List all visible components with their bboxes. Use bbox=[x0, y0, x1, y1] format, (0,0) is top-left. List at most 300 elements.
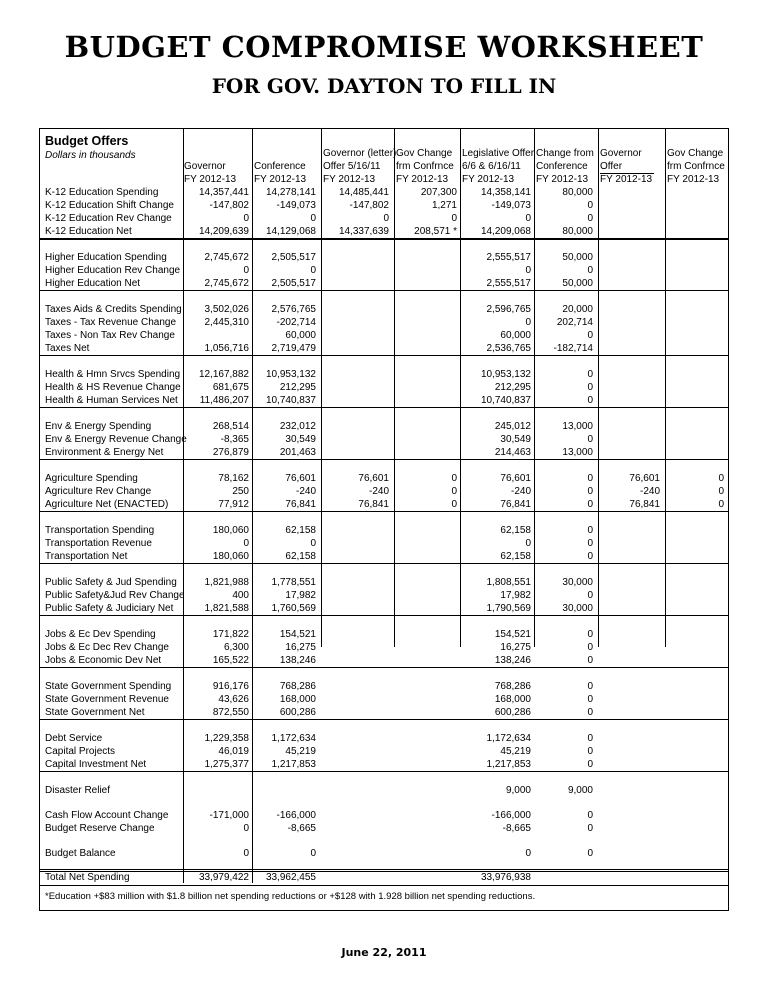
table-cell: 0 bbox=[587, 486, 593, 497]
table-cell: 33,979,422 bbox=[198, 872, 249, 883]
table-cell bbox=[319, 693, 389, 706]
table-cell: 45,219 bbox=[500, 746, 531, 757]
column-header: Conference bbox=[254, 161, 306, 172]
table-cell: 171,822 bbox=[212, 629, 249, 640]
table-cell bbox=[590, 745, 660, 758]
table-cell: 6,300 bbox=[223, 642, 249, 653]
table-cell bbox=[387, 576, 457, 589]
table-cell bbox=[590, 277, 660, 290]
table-cell bbox=[590, 871, 660, 884]
table-cell: 78,162 bbox=[218, 473, 249, 484]
table-cell bbox=[654, 602, 724, 615]
table-cell bbox=[387, 277, 457, 290]
table-cell bbox=[654, 394, 724, 407]
table-cell: 600,286 bbox=[494, 707, 531, 718]
table-cell bbox=[319, 758, 389, 771]
table-cell bbox=[319, 537, 389, 550]
table-cell: 0 bbox=[310, 265, 316, 276]
table-cell bbox=[590, 784, 660, 797]
table-cell bbox=[590, 654, 660, 667]
table-cell bbox=[319, 433, 389, 446]
table-cell: 168,000 bbox=[494, 694, 531, 705]
row-divider bbox=[40, 563, 728, 564]
column-header: Change from bbox=[536, 148, 594, 159]
table-cell bbox=[319, 420, 389, 433]
table-cell bbox=[590, 847, 660, 860]
budget-worksheet-table bbox=[39, 128, 729, 911]
table-cell bbox=[179, 784, 249, 797]
table-cell: 14,129,068 bbox=[265, 226, 316, 237]
table-cell: 212,295 bbox=[494, 382, 531, 393]
table-cell: 0 bbox=[587, 681, 593, 692]
table-cell bbox=[387, 628, 457, 641]
row-label: Environment & Energy Net bbox=[45, 447, 164, 458]
column-header: FY 2012-13 bbox=[462, 174, 515, 185]
table-cell bbox=[387, 784, 457, 797]
table-cell bbox=[590, 368, 660, 381]
table-cell: 1,217,853 bbox=[271, 759, 316, 770]
table-cell bbox=[654, 420, 724, 433]
table-cell: 17,982 bbox=[500, 590, 531, 601]
column-header: FY 2012-13 bbox=[323, 174, 376, 185]
table-cell bbox=[654, 693, 724, 706]
table-cell: 208,571 * bbox=[414, 226, 457, 237]
row-label: Agriculture Spending bbox=[45, 473, 138, 484]
table-cell: 76,601 bbox=[285, 473, 316, 484]
table-cell: -202,714 bbox=[276, 317, 316, 328]
table-cell bbox=[387, 316, 457, 329]
table-cell bbox=[590, 576, 660, 589]
table-cell bbox=[654, 706, 724, 719]
row-label: Taxes - Tax Revenue Change bbox=[45, 317, 177, 328]
table-cell bbox=[654, 212, 724, 225]
table-cell: 250 bbox=[232, 486, 249, 497]
table-cell: 138,246 bbox=[494, 655, 531, 666]
table-cell: 1,056,716 bbox=[204, 343, 249, 354]
table-cell bbox=[319, 641, 389, 654]
table-cell: 16,275 bbox=[500, 642, 531, 653]
table-cell: 1,217,853 bbox=[486, 759, 531, 770]
table-cell: 600,286 bbox=[279, 707, 316, 718]
table-cell: 2,555,517 bbox=[486, 278, 531, 289]
column-header: Governor (letter) bbox=[323, 148, 397, 159]
table-cell bbox=[387, 589, 457, 602]
table-cell: 0 bbox=[587, 746, 593, 757]
row-label: Transportation Revenue bbox=[45, 538, 152, 549]
table-cell: 232,012 bbox=[279, 421, 316, 432]
table-cell: 0 bbox=[587, 382, 593, 393]
table-cell: 0 bbox=[243, 848, 249, 859]
row-label: Agriculture Net (ENACTED) bbox=[45, 499, 169, 510]
table-cell bbox=[319, 847, 389, 860]
table-cell: 45,219 bbox=[285, 746, 316, 757]
column-header: frm Confrnce bbox=[396, 161, 454, 172]
table-cell bbox=[590, 199, 660, 212]
table-cell bbox=[654, 822, 724, 835]
table-cell: -166,000 bbox=[276, 810, 316, 821]
table-cell: 212,295 bbox=[279, 382, 316, 393]
table-cell bbox=[179, 329, 249, 342]
row-label: Taxes Net bbox=[45, 343, 90, 354]
row-divider bbox=[40, 615, 728, 616]
table-cell: 0 bbox=[525, 317, 531, 328]
table-cell: 0 bbox=[587, 369, 593, 380]
table-cell bbox=[654, 225, 724, 238]
table-cell: 46,019 bbox=[218, 746, 249, 757]
table-cell bbox=[654, 758, 724, 771]
table-cell: -8,365 bbox=[220, 434, 249, 445]
column-header: Gov Change bbox=[396, 148, 453, 159]
table-cell: -182,714 bbox=[553, 343, 593, 354]
table-cell: 76,841 bbox=[285, 499, 316, 510]
table-cell: 2,745,672 bbox=[204, 278, 249, 289]
table-cell: 14,209,639 bbox=[198, 226, 249, 237]
table-cell bbox=[654, 628, 724, 641]
table-cell bbox=[387, 758, 457, 771]
row-divider bbox=[40, 355, 728, 356]
table-cell: 62,158 bbox=[500, 525, 531, 536]
table-cell bbox=[590, 524, 660, 537]
table-cell bbox=[319, 381, 389, 394]
table-cell: 0 bbox=[587, 655, 593, 666]
table-cell: 154,521 bbox=[494, 629, 531, 640]
table-cell: 0 bbox=[243, 823, 249, 834]
row-label: Budget Balance bbox=[45, 848, 116, 859]
table-cell bbox=[387, 693, 457, 706]
table-cell bbox=[319, 329, 389, 342]
table-cell bbox=[590, 446, 660, 459]
table-cell: 268,514 bbox=[212, 421, 249, 432]
table-cell: 50,000 bbox=[562, 278, 593, 289]
row-label: State Government Net bbox=[45, 707, 145, 718]
footnote: *Education +$83 million with $1.8 billion net spending reductions or +$128 with 1.928 billion net spending reductions. bbox=[45, 891, 536, 902]
table-cell: 0 bbox=[587, 551, 593, 562]
table-cell: 0 bbox=[310, 848, 316, 859]
table-cell: 76,601 bbox=[358, 473, 389, 484]
page-title: BUDGET COMPROMISE WORKSHEET bbox=[64, 30, 704, 64]
table-cell: 1,172,634 bbox=[271, 733, 316, 744]
table-cell: 80,000 bbox=[562, 187, 593, 198]
row-label: Debt Service bbox=[45, 733, 103, 744]
table-cell bbox=[387, 264, 457, 277]
table-cell bbox=[654, 186, 724, 199]
row-divider bbox=[40, 511, 728, 512]
table-cell bbox=[590, 706, 660, 719]
table-cell bbox=[319, 277, 389, 290]
table-cell bbox=[523, 871, 593, 884]
table-cell: 2,536,765 bbox=[486, 343, 531, 354]
table-cell bbox=[319, 446, 389, 459]
row-label: Jobs & Economic Dev Net bbox=[45, 655, 162, 666]
table-cell bbox=[654, 277, 724, 290]
table-cell: 0 bbox=[451, 499, 457, 510]
table-cell: 0 bbox=[587, 707, 593, 718]
table-cell: 0 bbox=[587, 499, 593, 510]
table-cell: 13,000 bbox=[562, 421, 593, 432]
row-label: State Government Revenue bbox=[45, 694, 169, 705]
table-cell: 0 bbox=[587, 759, 593, 770]
table-cell: 14,209,068 bbox=[480, 226, 531, 237]
table-cell bbox=[590, 758, 660, 771]
table-cell bbox=[387, 381, 457, 394]
table-cell: 2,576,765 bbox=[271, 304, 316, 315]
table-cell: 33,962,455 bbox=[265, 872, 316, 883]
table-cell: 0 bbox=[383, 213, 389, 224]
sheet-title: Budget Offers bbox=[45, 134, 129, 148]
total-divider bbox=[40, 869, 728, 872]
table-cell bbox=[387, 641, 457, 654]
column-header: Offer bbox=[600, 161, 623, 172]
table-cell bbox=[387, 329, 457, 342]
table-cell bbox=[387, 433, 457, 446]
table-cell: 138,246 bbox=[279, 655, 316, 666]
table-cell: 14,357,441 bbox=[198, 187, 249, 198]
table-cell: 14,278,141 bbox=[265, 187, 316, 198]
table-cell: 0 bbox=[587, 473, 593, 484]
table-cell bbox=[590, 186, 660, 199]
row-label: K-12 Education Spending bbox=[45, 187, 159, 198]
table-cell: -8,665 bbox=[502, 823, 531, 834]
table-cell bbox=[387, 871, 457, 884]
table-cell: 1,821,588 bbox=[204, 603, 249, 614]
row-label: Higher Education Rev Change bbox=[45, 265, 181, 276]
table-cell: 0 bbox=[525, 848, 531, 859]
table-cell bbox=[319, 316, 389, 329]
table-cell bbox=[654, 251, 724, 264]
table-cell bbox=[654, 446, 724, 459]
table-cell: 60,000 bbox=[285, 330, 316, 341]
table-cell bbox=[387, 420, 457, 433]
table-cell: 10,953,132 bbox=[480, 369, 531, 380]
table-cell bbox=[590, 693, 660, 706]
table-cell bbox=[387, 654, 457, 667]
table-cell: 9,000 bbox=[505, 785, 531, 796]
table-cell bbox=[590, 303, 660, 316]
table-cell: -149,073 bbox=[276, 200, 316, 211]
table-cell: 17,982 bbox=[285, 590, 316, 601]
table-cell bbox=[319, 732, 389, 745]
table-cell: 12,167,882 bbox=[198, 369, 249, 380]
table-cell bbox=[319, 628, 389, 641]
table-cell bbox=[319, 303, 389, 316]
column-header: FY 2012-13 bbox=[600, 174, 653, 185]
table-cell: 0 bbox=[587, 538, 593, 549]
row-divider bbox=[40, 238, 728, 240]
table-cell bbox=[387, 706, 457, 719]
row-divider bbox=[40, 771, 728, 772]
table-cell: 16,275 bbox=[285, 642, 316, 653]
table-cell bbox=[387, 822, 457, 835]
sheet-subtitle: Dollars in thousands bbox=[45, 150, 136, 161]
table-cell bbox=[387, 732, 457, 745]
table-cell bbox=[319, 264, 389, 277]
table-cell: -240 bbox=[510, 486, 531, 497]
table-cell bbox=[590, 342, 660, 355]
table-cell: 62,158 bbox=[285, 525, 316, 536]
table-cell bbox=[319, 745, 389, 758]
table-cell bbox=[590, 537, 660, 550]
row-divider bbox=[40, 719, 728, 720]
table-cell: 0 bbox=[310, 213, 316, 224]
table-cell: 30,000 bbox=[562, 603, 593, 614]
table-cell: 0 bbox=[451, 486, 457, 497]
table-cell: 30,000 bbox=[562, 577, 593, 588]
table-cell: 20,000 bbox=[562, 304, 593, 315]
table-cell: 0 bbox=[587, 629, 593, 640]
row-label: K-12 Education Net bbox=[45, 226, 132, 237]
table-cell: 14,358,141 bbox=[480, 187, 531, 198]
table-cell: 3,502,026 bbox=[204, 304, 249, 315]
table-cell: 2,719,479 bbox=[271, 343, 316, 354]
table-cell: 0 bbox=[587, 213, 593, 224]
row-label: Public Safety & Judiciary Net bbox=[45, 603, 174, 614]
table-cell bbox=[654, 329, 724, 342]
table-cell: 180,060 bbox=[212, 551, 249, 562]
table-cell bbox=[590, 225, 660, 238]
table-cell: 80,000 bbox=[562, 226, 593, 237]
table-cell: 1,808,551 bbox=[486, 577, 531, 588]
row-label: Budget Reserve Change bbox=[45, 823, 155, 834]
header-underline bbox=[600, 173, 654, 174]
row-label: Health & Hmn Srvcs Spending bbox=[45, 369, 181, 380]
table-cell bbox=[319, 576, 389, 589]
table-cell bbox=[654, 654, 724, 667]
column-header: FY 2012-13 bbox=[184, 174, 237, 185]
table-cell bbox=[654, 745, 724, 758]
table-cell: 0 bbox=[243, 538, 249, 549]
table-cell: 916,176 bbox=[212, 681, 249, 692]
column-header: Governor bbox=[600, 148, 642, 159]
page-subtitle: FOR GOV. DAYTON TO FILL IN bbox=[211, 74, 557, 98]
row-label: Jobs & Ec Dev Spending bbox=[45, 629, 156, 640]
table-cell bbox=[319, 809, 389, 822]
table-cell bbox=[387, 524, 457, 537]
table-cell: 11,486,207 bbox=[199, 395, 249, 406]
table-cell bbox=[654, 589, 724, 602]
table-cell bbox=[319, 342, 389, 355]
row-label: Public Safety & Jud Spending bbox=[45, 577, 177, 588]
table-cell: 1,790,569 bbox=[486, 603, 531, 614]
row-label: Transportation Spending bbox=[45, 525, 155, 536]
table-cell: -166,000 bbox=[491, 810, 531, 821]
table-cell bbox=[319, 822, 389, 835]
table-cell: 0 bbox=[587, 733, 593, 744]
table-cell: 10,740,837 bbox=[265, 395, 316, 406]
table-cell bbox=[246, 784, 316, 797]
table-cell bbox=[590, 381, 660, 394]
table-cell: 0 bbox=[587, 642, 593, 653]
table-cell: 60,000 bbox=[500, 330, 531, 341]
table-cell: -147,802 bbox=[209, 200, 249, 211]
table-cell: 76,601 bbox=[500, 473, 531, 484]
row-label: Public Safety&Jud Rev Change bbox=[45, 590, 185, 601]
table-cell: -149,073 bbox=[491, 200, 531, 211]
table-cell bbox=[590, 680, 660, 693]
table-cell: 180,060 bbox=[212, 525, 249, 536]
table-cell bbox=[590, 420, 660, 433]
table-cell bbox=[319, 706, 389, 719]
table-cell: 0 bbox=[587, 694, 593, 705]
table-cell bbox=[590, 628, 660, 641]
table-cell bbox=[387, 342, 457, 355]
table-cell: 681,675 bbox=[212, 382, 249, 393]
table-cell bbox=[654, 732, 724, 745]
table-cell: 0 bbox=[243, 265, 249, 276]
table-cell: 1,271 bbox=[431, 200, 457, 211]
table-cell: 1,778,551 bbox=[271, 577, 316, 588]
row-label: Higher Education Spending bbox=[45, 252, 167, 263]
table-cell: -8,665 bbox=[287, 823, 316, 834]
table-cell: 10,740,837 bbox=[480, 395, 531, 406]
row-label: Agriculture Rev Change bbox=[45, 486, 152, 497]
table-cell: 76,601 bbox=[629, 473, 660, 484]
table-cell bbox=[387, 745, 457, 758]
table-cell: 0 bbox=[587, 810, 593, 821]
column-header: frm Confrnce bbox=[667, 161, 725, 172]
table-cell bbox=[319, 784, 389, 797]
table-cell: 0 bbox=[525, 265, 531, 276]
column-header: Offer 5/16/11 bbox=[323, 161, 381, 172]
row-label: Transportation Net bbox=[45, 551, 128, 562]
table-cell: -240 bbox=[368, 486, 389, 497]
table-cell: 1,275,377 bbox=[204, 759, 249, 770]
table-cell bbox=[654, 537, 724, 550]
table-cell: 62,158 bbox=[285, 551, 316, 562]
column-header: 6/6 & 6/16/11 bbox=[462, 161, 521, 172]
table-cell: 872,550 bbox=[212, 707, 249, 718]
table-cell bbox=[654, 641, 724, 654]
row-label: Cash Flow Account Change bbox=[45, 810, 169, 821]
table-cell: 1,821,988 bbox=[204, 577, 249, 588]
table-cell bbox=[387, 550, 457, 563]
table-cell: 0 bbox=[525, 538, 531, 549]
table-cell bbox=[319, 654, 389, 667]
table-cell: 62,158 bbox=[500, 551, 531, 562]
table-cell: 76,841 bbox=[358, 499, 389, 510]
table-cell: 14,485,441 bbox=[338, 187, 389, 198]
table-cell bbox=[590, 394, 660, 407]
table-cell bbox=[590, 822, 660, 835]
column-header: FY 2012-13 bbox=[536, 174, 589, 185]
table-cell bbox=[387, 303, 457, 316]
table-cell bbox=[590, 212, 660, 225]
row-label: Jobs & Ec Dec Rev Change bbox=[45, 642, 169, 653]
table-cell: 768,286 bbox=[494, 681, 531, 692]
row-label: Taxes - Non Tax Rev Change bbox=[45, 330, 175, 341]
total-divider bbox=[40, 885, 728, 886]
table-cell: 2,505,517 bbox=[271, 252, 316, 263]
table-cell bbox=[654, 847, 724, 860]
table-cell: 2,505,517 bbox=[271, 278, 316, 289]
table-cell bbox=[387, 537, 457, 550]
table-cell: 0 bbox=[587, 848, 593, 859]
table-cell bbox=[590, 732, 660, 745]
table-cell bbox=[319, 251, 389, 264]
table-cell: 0 bbox=[587, 823, 593, 834]
table-cell: 0 bbox=[587, 395, 593, 406]
table-cell bbox=[387, 446, 457, 459]
table-cell bbox=[590, 316, 660, 329]
table-cell: 276,879 bbox=[212, 447, 249, 458]
table-cell: 0 bbox=[243, 213, 249, 224]
table-cell: 9,000 bbox=[567, 785, 593, 796]
table-cell bbox=[590, 251, 660, 264]
table-cell bbox=[590, 550, 660, 563]
table-cell: 0 bbox=[587, 590, 593, 601]
row-divider bbox=[40, 290, 728, 291]
table-cell: 10,953,132 bbox=[265, 369, 316, 380]
table-cell bbox=[654, 316, 724, 329]
